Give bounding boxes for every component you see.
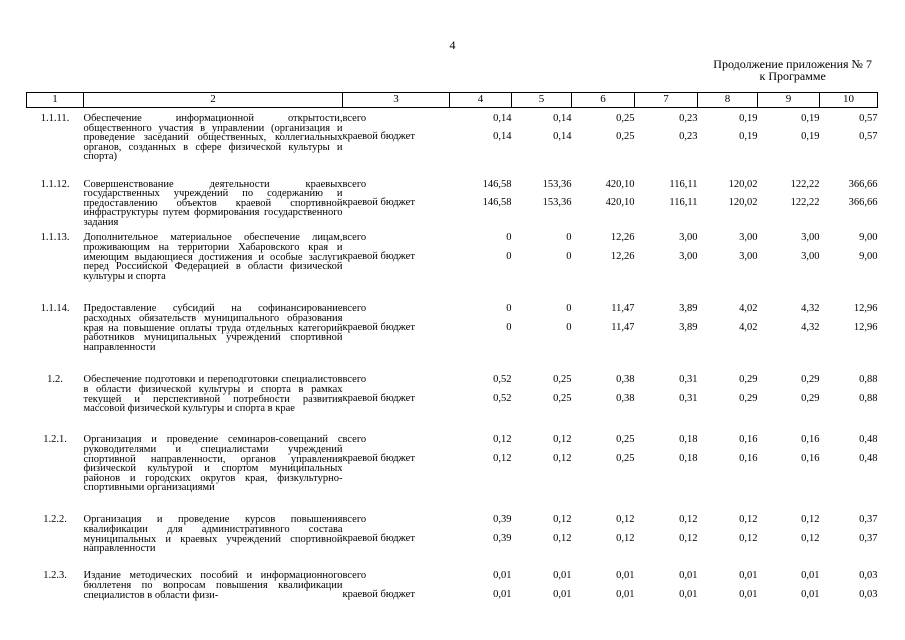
- value-cell: [758, 509, 820, 565]
- budget-value: 4,02: [739, 321, 758, 333]
- row-number: 1.2.: [47, 374, 63, 386]
- row-number: 1.1.14.: [40, 303, 70, 315]
- table-row: [27, 298, 878, 369]
- total-value: 0,03: [859, 570, 878, 582]
- total-value: 0,14: [553, 113, 572, 124]
- table-row: [27, 227, 878, 298]
- budget-value: 0: [566, 321, 572, 333]
- column-header: 3: [343, 93, 450, 108]
- value-cell: [758, 108, 820, 174]
- total-value: 11,47: [611, 303, 635, 315]
- budget-value: 0,12: [616, 532, 635, 544]
- table-row: [27, 108, 878, 174]
- value-cell: [635, 509, 698, 565]
- budget-value: 0,57: [859, 131, 878, 143]
- value-cell: [820, 509, 878, 565]
- total-value: 9,00: [859, 232, 878, 244]
- funding-total-label: всего: [342, 570, 367, 582]
- value-cell: [450, 369, 512, 429]
- total-value: 0,01: [553, 570, 572, 582]
- value-cell: [512, 429, 572, 509]
- total-value: 3,00: [801, 232, 820, 244]
- funding-budget-label: краевой бюджет: [342, 532, 415, 544]
- budget-value: 0,01: [679, 588, 698, 600]
- measure-name: Обеспечение информационной открытости, общественного участия в управлении (организация и проведение заседаний общественных, коллегиальных органов, созданных в сфере физической культуры и спорта): [83, 113, 343, 163]
- value-cell: [758, 227, 820, 298]
- budget-value: 12,26: [610, 250, 635, 262]
- value-cell: [572, 174, 635, 228]
- column-header: 5: [512, 93, 572, 108]
- value-cell: [635, 429, 698, 509]
- value-cell: [698, 298, 758, 369]
- appendix-continuation-note: [713, 58, 872, 82]
- row-number: 1.2.1.: [43, 434, 67, 446]
- program-funding-table: [26, 92, 878, 605]
- funding-budget-label: краевой бюджет: [342, 131, 415, 143]
- total-value: 366,66: [848, 178, 878, 190]
- total-value: 153,36: [542, 178, 572, 190]
- budget-value: 0,25: [616, 452, 635, 464]
- total-value: 12,96: [853, 303, 878, 315]
- total-value: 0,29: [801, 374, 820, 386]
- budget-value: 0,29: [801, 392, 820, 404]
- funding-source-cell: [343, 108, 450, 174]
- value-cell: [820, 369, 878, 429]
- budget-value: 0,12: [553, 452, 572, 464]
- budget-value: 0,12: [739, 532, 758, 544]
- budget-value: 0,01: [616, 588, 635, 600]
- total-value: 3,00: [679, 232, 698, 244]
- total-value: 3,00: [739, 232, 758, 244]
- funding-source-cell: [343, 429, 450, 509]
- budget-value: 0,12: [553, 532, 572, 544]
- funding-source-cell: [343, 227, 450, 298]
- funding-source-cell: [343, 369, 450, 429]
- budget-value: 0: [506, 321, 512, 333]
- value-cell: [635, 174, 698, 228]
- budget-value: 0,18: [679, 452, 698, 464]
- column-header: 9: [758, 93, 820, 108]
- measure-name: Дополнительное материальное обеспечение лицам, проживающим на территории Хабаровского края и имеющим выдающиеся достижения и особые заслуги перед Российской Федерацией в области физической культуры и спорта: [83, 232, 343, 282]
- value-cell: [698, 108, 758, 174]
- budget-value: 146,58: [482, 196, 512, 208]
- total-value: 0,01: [801, 570, 820, 582]
- total-value: 0,23: [679, 113, 698, 124]
- total-value: 0,01: [616, 570, 635, 582]
- value-cell: [512, 108, 572, 174]
- total-value: 122,22: [790, 178, 820, 190]
- column-header: 8: [698, 93, 758, 108]
- total-value: 12,26: [610, 232, 635, 244]
- table-row: [27, 509, 878, 565]
- budget-value: 4,32: [801, 321, 820, 333]
- budget-value: 3,89: [679, 321, 698, 333]
- total-value: 0,12: [679, 514, 698, 526]
- value-cell: [698, 369, 758, 429]
- budget-value: 153,36: [542, 196, 572, 208]
- budget-value: 0,12: [493, 452, 512, 464]
- total-value: 0,14: [493, 113, 512, 124]
- total-value: 0,01: [739, 570, 758, 582]
- budget-value: 0,16: [801, 452, 820, 464]
- total-value: 0,12: [801, 514, 820, 526]
- value-cell: [635, 298, 698, 369]
- budget-value: 0,25: [553, 392, 572, 404]
- value-cell: [450, 565, 512, 605]
- total-value: 0,88: [859, 374, 878, 386]
- total-value: 0,12: [493, 434, 512, 446]
- value-cell: [512, 509, 572, 565]
- total-value: 0,16: [739, 434, 758, 446]
- budget-value: 0,31: [679, 392, 698, 404]
- total-value: 0,18: [679, 434, 698, 446]
- funding-total-label: всего: [342, 113, 367, 124]
- value-cell: [572, 565, 635, 605]
- total-value: 4,02: [739, 303, 758, 315]
- value-cell: [820, 108, 878, 174]
- value-cell: [758, 174, 820, 228]
- budget-value: 420,10: [605, 196, 635, 208]
- value-cell: [572, 509, 635, 565]
- measure-name: Организация и проведение семинаров-совещаний с руководителями и специалистами учреждений спортивной направленности, органов управления физической культурой и спортом муниципальных районов и городских округов края, физкультурно-спортивными организациями: [83, 434, 343, 494]
- measure-name: Предоставление субсидий на софинансирование расходных обязательств муниципального образования края на повышение оплаты труда отдельных категорий работников муниципальных учреждений спортивной направленности: [83, 303, 343, 353]
- total-value: 0,12: [553, 434, 572, 446]
- budget-value: 3,00: [679, 250, 698, 262]
- budget-value: 0,14: [493, 131, 512, 143]
- column-header: 10: [820, 93, 878, 108]
- funding-total-label: всего: [342, 303, 367, 315]
- total-value: 0,31: [679, 374, 698, 386]
- total-value: 0,16: [801, 434, 820, 446]
- value-cell: [820, 298, 878, 369]
- total-value: 0,12: [616, 514, 635, 526]
- budget-value: 0,12: [801, 532, 820, 544]
- row-number: 1.2.3.: [43, 570, 67, 582]
- total-value: 0,25: [616, 113, 635, 124]
- funding-source-cell: [343, 565, 450, 605]
- budget-value: 0,48: [859, 452, 878, 464]
- table-row: [27, 369, 878, 429]
- total-value: 0,37: [859, 514, 878, 526]
- value-cell: [635, 108, 698, 174]
- budget-value: 0,01: [553, 588, 572, 600]
- total-value: 0: [566, 232, 572, 244]
- budget-value: 0,37: [859, 532, 878, 544]
- value-cell: [572, 369, 635, 429]
- total-value: 0,29: [739, 374, 758, 386]
- budget-value: 120,02: [728, 196, 758, 208]
- column-header: 1: [27, 93, 84, 108]
- continuation-line-2: к Программе: [759, 69, 826, 83]
- total-value: 0,48: [859, 434, 878, 446]
- funding-total-label: всего: [342, 232, 367, 244]
- total-value: 4,32: [801, 303, 820, 315]
- funding-source-cell: [343, 509, 450, 565]
- value-cell: [758, 565, 820, 605]
- total-value: 0,25: [553, 374, 572, 386]
- total-value: 0: [506, 232, 512, 244]
- budget-value: 116,11: [669, 196, 698, 208]
- total-value: 0,12: [553, 514, 572, 526]
- budget-value: 0: [506, 250, 512, 262]
- measure-name: Совершенствование деятельности краевых государственных учреждений по содержанию и предоставлению объектов краевой спортивной инфраструктуры путем формирования государственного задания: [83, 178, 343, 228]
- value-cell: [820, 227, 878, 298]
- value-cell: [698, 227, 758, 298]
- value-cell: [512, 369, 572, 429]
- funding-budget-label: краевой бюджет: [342, 250, 415, 262]
- value-cell: [635, 227, 698, 298]
- column-header: 4: [450, 93, 512, 108]
- measure-name: Обеспечение подготовки и переподготовки специалистов в области физической культуры и спорта в рамках текущей и перспективной потребности развития массовой физической культуры и спорта в крае: [83, 374, 343, 415]
- row-number: 1.1.11.: [40, 113, 70, 124]
- budget-value: 0,19: [801, 131, 820, 143]
- budget-value: 0,88: [859, 392, 878, 404]
- value-cell: [758, 369, 820, 429]
- value-cell: [450, 174, 512, 228]
- total-value: 0: [506, 303, 512, 315]
- value-cell: [572, 227, 635, 298]
- total-value: 0,25: [616, 434, 635, 446]
- total-value: 120,02: [728, 178, 758, 190]
- total-value: 0,01: [493, 570, 512, 582]
- value-cell: [635, 565, 698, 605]
- budget-value: 0,01: [493, 588, 512, 600]
- value-cell: [512, 565, 572, 605]
- measure-name: Издание методических пособий и информационного бюллетеня по вопросам повышения квалификации специалистов в области физи-: [83, 570, 343, 601]
- budget-value: 0,29: [739, 392, 758, 404]
- budget-value: 0: [566, 250, 572, 262]
- budget-value: 122,22: [790, 196, 820, 208]
- total-value: 3,89: [679, 303, 698, 315]
- value-cell: [450, 298, 512, 369]
- budget-value: 0,01: [801, 588, 820, 600]
- value-cell: [512, 174, 572, 228]
- total-value: 0,19: [801, 113, 820, 124]
- value-cell: [698, 429, 758, 509]
- total-value: 146,58: [482, 178, 512, 190]
- budget-value: 11,47: [611, 321, 635, 333]
- value-cell: [758, 429, 820, 509]
- value-cell: [450, 509, 512, 565]
- value-cell: [450, 227, 512, 298]
- total-value: 0: [566, 303, 572, 315]
- budget-value: 0,23: [679, 131, 698, 143]
- budget-value: 366,66: [848, 196, 878, 208]
- table-row: [27, 429, 878, 509]
- column-header: 2: [84, 93, 343, 108]
- value-cell: [635, 369, 698, 429]
- funding-total-label: всего: [342, 514, 367, 526]
- budget-value: 0,12: [679, 532, 698, 544]
- budget-value: 0,25: [616, 131, 635, 143]
- row-number: 1.1.13.: [40, 232, 70, 244]
- row-number: 1.2.2.: [43, 514, 67, 526]
- measure-name: Организация и проведение курсов повышения квалификации для административного состава муниципальных и краевых учреждений спортивной направленности: [83, 514, 343, 555]
- row-number: 1.1.12.: [40, 178, 70, 190]
- total-value: 0,38: [616, 374, 635, 386]
- funding-total-label: всего: [342, 374, 367, 386]
- funding-budget-label: краевой бюджет: [342, 392, 415, 404]
- funding-total-label: всего: [342, 178, 367, 190]
- funding-total-label: всего: [342, 434, 367, 446]
- value-cell: [820, 565, 878, 605]
- funding-budget-label: краевой бюджет: [342, 452, 415, 464]
- column-header: 7: [635, 93, 698, 108]
- value-cell: [512, 298, 572, 369]
- total-value: 0,52: [493, 374, 512, 386]
- budget-value: 12,96: [853, 321, 878, 333]
- table-row: [27, 174, 878, 228]
- value-cell: [820, 174, 878, 228]
- budget-value: 0,03: [859, 588, 878, 600]
- budget-value: 0,52: [493, 392, 512, 404]
- value-cell: [572, 429, 635, 509]
- value-cell: [572, 108, 635, 174]
- funding-budget-label: краевой бюджет: [342, 588, 415, 600]
- value-cell: [512, 227, 572, 298]
- funding-budget-label: краевой бюджет: [342, 196, 415, 208]
- total-value: 0,39: [493, 514, 512, 526]
- funding-source-cell: [343, 298, 450, 369]
- total-value: 420,10: [605, 178, 635, 190]
- total-value: 0,01: [679, 570, 698, 582]
- budget-value: 0,19: [739, 131, 758, 143]
- funding-source-cell: [343, 174, 450, 228]
- table-row: [27, 565, 878, 605]
- total-value: 116,11: [669, 178, 698, 190]
- budget-value: 0,38: [616, 392, 635, 404]
- value-cell: [450, 429, 512, 509]
- value-cell: [698, 565, 758, 605]
- budget-value: 0,01: [739, 588, 758, 600]
- column-header: 6: [572, 93, 635, 108]
- total-value: 0,57: [859, 113, 878, 124]
- budget-value: 0,14: [553, 131, 572, 143]
- table-header-row: [27, 93, 878, 108]
- value-cell: [572, 298, 635, 369]
- budget-value: 9,00: [859, 250, 878, 262]
- budget-value: 3,00: [801, 250, 820, 262]
- continuation-line-1: Продолжение приложения № 7: [713, 57, 872, 71]
- funding-budget-label: краевой бюджет: [342, 321, 415, 333]
- value-cell: [450, 108, 512, 174]
- value-cell: [820, 429, 878, 509]
- budget-value: 3,00: [739, 250, 758, 262]
- total-value: 0,19: [739, 113, 758, 124]
- value-cell: [698, 174, 758, 228]
- budget-value: 0,39: [493, 532, 512, 544]
- total-value: 0,12: [739, 514, 758, 526]
- page-number: 4: [449, 38, 456, 52]
- value-cell: [758, 298, 820, 369]
- value-cell: [698, 509, 758, 565]
- budget-value: 0,16: [739, 452, 758, 464]
